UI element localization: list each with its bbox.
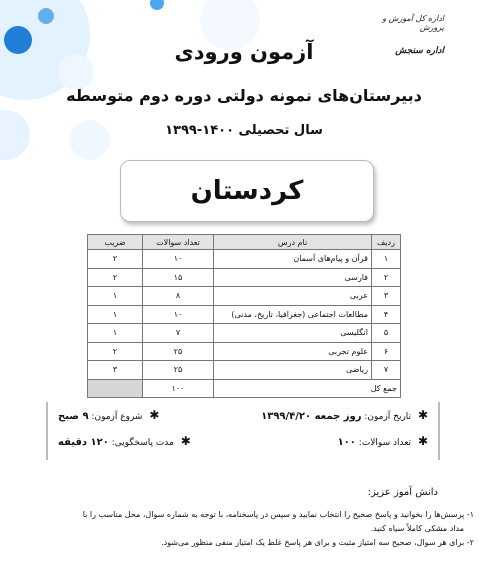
coefficient: ۱: [88, 324, 143, 343]
exam-date-label: تاریخ آزمون:: [364, 412, 412, 422]
province-name: کردستان: [190, 176, 304, 206]
exam-start-value: ۹ صبح: [58, 411, 89, 422]
total-label: جمع کل: [214, 379, 401, 398]
coefficient: ۲: [88, 250, 143, 269]
star-icon: ✱: [417, 434, 428, 448]
row-number: ۳: [372, 287, 401, 306]
table-row: [88, 305, 401, 324]
question-total-label: تعداد سوالات:: [358, 438, 412, 448]
header-note-line2: اداره سنجش: [395, 46, 444, 56]
course-name: قرآن و پیام‌های آسمان: [214, 250, 372, 269]
header-row-number: ردیف: [372, 235, 401, 250]
star-icon: ✱: [417, 408, 428, 422]
page-subtitle: دبیرستان‌های نمونه دولتی دوره دوم متوسطه: [66, 86, 422, 105]
header-question-count: تعداد سوالات: [143, 235, 214, 250]
question-count: ۱۰: [143, 305, 214, 324]
table-row: [88, 287, 401, 306]
header-coefficient: ضریب: [88, 235, 143, 250]
table-total-row: [88, 379, 401, 398]
instruction-item-1b: مداد مشکی کاملاً سیاه کنید.: [370, 524, 464, 533]
row-number: ۷: [372, 361, 401, 380]
table-row: [88, 342, 401, 361]
coefficient: ۱: [88, 287, 143, 306]
question-count: ۷: [143, 324, 214, 343]
exam-start: [58, 408, 159, 422]
course-name: مطالعات اجتماعی (جغرافیا، تاریخ، مدنی): [214, 305, 372, 324]
question-total: [338, 434, 428, 448]
decor-bubble: [38, 8, 54, 24]
instructions-greeting: دانش آموز عزیز:: [367, 487, 438, 498]
row-number: ۶: [372, 342, 401, 361]
exam-info-box: [46, 402, 440, 460]
table-row: [88, 324, 401, 343]
academic-year: سال تحصیلی ۱۴۰۰-۱۳۹۹: [165, 123, 323, 138]
province-box: [120, 160, 374, 222]
question-total-value: ۱۰۰: [337, 437, 356, 448]
question-count: ۲۵: [143, 342, 214, 361]
question-count: ۱۰: [143, 250, 214, 269]
exam-date: [261, 408, 428, 422]
course-name: ریاضی: [214, 361, 372, 380]
course-name: عربی: [214, 287, 372, 306]
exam-start-label: شروع آزمون:: [91, 412, 143, 422]
coefficient: ۳: [88, 361, 143, 380]
coefficient: ۱: [88, 305, 143, 324]
table-row: [88, 268, 401, 287]
coefficient: ۲: [88, 268, 143, 287]
star-icon: ✱: [180, 434, 191, 448]
decor-bubble: [150, 0, 164, 10]
courses-table: [87, 234, 401, 398]
exam-duration-label: مدت پاسخگویی:: [111, 438, 174, 448]
row-number: ۲: [372, 268, 401, 287]
instruction-item-2: ۲- برای هر سوال، صحیح سه امتیاز مثبت و برای هر پاسخ غلط یک امتیاز منفی منظور می‌شود.: [161, 538, 474, 547]
instruction-item-1a: ۱- پرسش‌ها را بخوانید و پاسخ صحیح را انتخاب نمایید و سپس در پاسخنامه، با توجه به شماره سوال، محل مناسب را با: [82, 510, 474, 519]
exam-date-value: روز جمعه ۱۳۹۹/۴/۲۰: [261, 411, 362, 422]
coefficient: ۲: [88, 342, 143, 361]
course-name: فارسی: [214, 268, 372, 287]
row-number: ۵: [372, 324, 401, 343]
star-icon: ✱: [149, 408, 160, 422]
course-name: علوم تجربی: [214, 342, 372, 361]
row-number: ۴: [372, 305, 401, 324]
row-number: ۱: [372, 250, 401, 269]
header-note-line1: اداره کل آموزش و پرورش: [382, 14, 444, 32]
exam-duration-value: ۱۲۰ دقیقه: [58, 437, 109, 448]
total-empty-cell: [88, 379, 143, 398]
question-count: ۸: [143, 287, 214, 306]
table-row: [88, 250, 401, 269]
instructions: [34, 486, 474, 550]
table-row: [88, 361, 401, 380]
exam-duration: [58, 434, 191, 448]
page-title: آزمون ورودی: [174, 40, 314, 64]
table-header-row: [88, 235, 401, 250]
question-count: ۱۵: [143, 268, 214, 287]
header-course-name: نام درس: [214, 235, 372, 250]
question-count: ۲۵: [143, 361, 214, 380]
total-count: ۱۰۰: [143, 379, 214, 398]
course-name: انگلیسی: [214, 324, 372, 343]
